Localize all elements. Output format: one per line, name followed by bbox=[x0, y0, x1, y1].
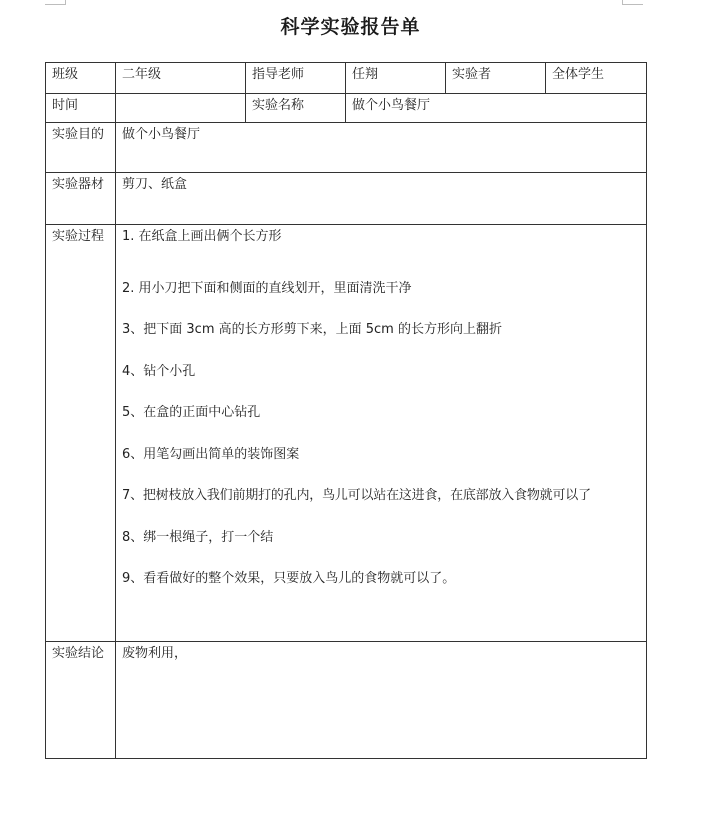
process-step-4: 4、钻个小孔 bbox=[122, 364, 196, 379]
purpose-value[interactable]: 做个小鸟餐厅 bbox=[116, 123, 647, 173]
experiment-name-label: 实验名称 bbox=[246, 94, 346, 123]
table-row-time bbox=[46, 94, 647, 123]
page-corner-mark-right bbox=[622, 0, 643, 5]
materials-label: 实验器材 bbox=[46, 173, 116, 225]
process-step-5: 5、在盒的正面中心钻孔 bbox=[122, 405, 261, 420]
process-value[interactable] bbox=[116, 225, 647, 642]
process-step-3: 3、把下面 3cm 高的长方形剪下来，上面 5cm 的长方形向上翻折 bbox=[122, 322, 502, 337]
class-label: 班级 bbox=[46, 63, 116, 94]
process-step-6: 6、用笔勾画出简单的装饰图案 bbox=[122, 447, 300, 462]
table-row-process bbox=[46, 225, 647, 642]
materials-value[interactable]: 剪刀、纸盒 bbox=[116, 173, 647, 225]
table-row-materials bbox=[46, 173, 647, 225]
process-step-8: 8、绑一根绳子，打一个结 bbox=[122, 530, 274, 545]
conclusion-value[interactable]: 废物利用， bbox=[116, 642, 647, 759]
table-row-class bbox=[46, 63, 647, 94]
experimenter-label: 实验者 bbox=[446, 63, 546, 94]
purpose-label: 实验目的 bbox=[46, 123, 116, 173]
table-row-purpose bbox=[46, 123, 647, 173]
process-step-2: 2. 用小刀把下面和侧面的直线划开，里面清洗干净 bbox=[122, 281, 412, 296]
process-step-1: 1. 在纸盒上画出俩个长方形 bbox=[122, 229, 282, 244]
table-row-conclusion bbox=[46, 642, 647, 759]
conclusion-label: 实验结论 bbox=[46, 642, 116, 759]
class-value[interactable]: 二年级 bbox=[116, 63, 246, 94]
report-title: 科学实验报告单 bbox=[280, 16, 421, 38]
process-label: 实验过程 bbox=[46, 225, 116, 642]
teacher-value[interactable]: 任翔 bbox=[346, 63, 446, 94]
page-corner-mark-left bbox=[45, 0, 66, 5]
experimenter-value[interactable]: 全体学生 bbox=[546, 63, 647, 94]
process-steps-list bbox=[122, 228, 640, 588]
time-value[interactable] bbox=[116, 94, 246, 123]
report-table bbox=[45, 62, 647, 759]
teacher-label: 指导老师 bbox=[246, 63, 346, 94]
experiment-name-value[interactable]: 做个小鸟餐厅 bbox=[346, 94, 647, 123]
time-label: 时间 bbox=[46, 94, 116, 123]
process-step-7: 7、把树枝放入我们前期打的孔内，鸟儿可以站在这进食，在底部放入食物就可以了 bbox=[122, 488, 591, 503]
process-step-9: 9、看看做好的整个效果，只要放入鸟儿的食物就可以了。 bbox=[122, 571, 456, 586]
